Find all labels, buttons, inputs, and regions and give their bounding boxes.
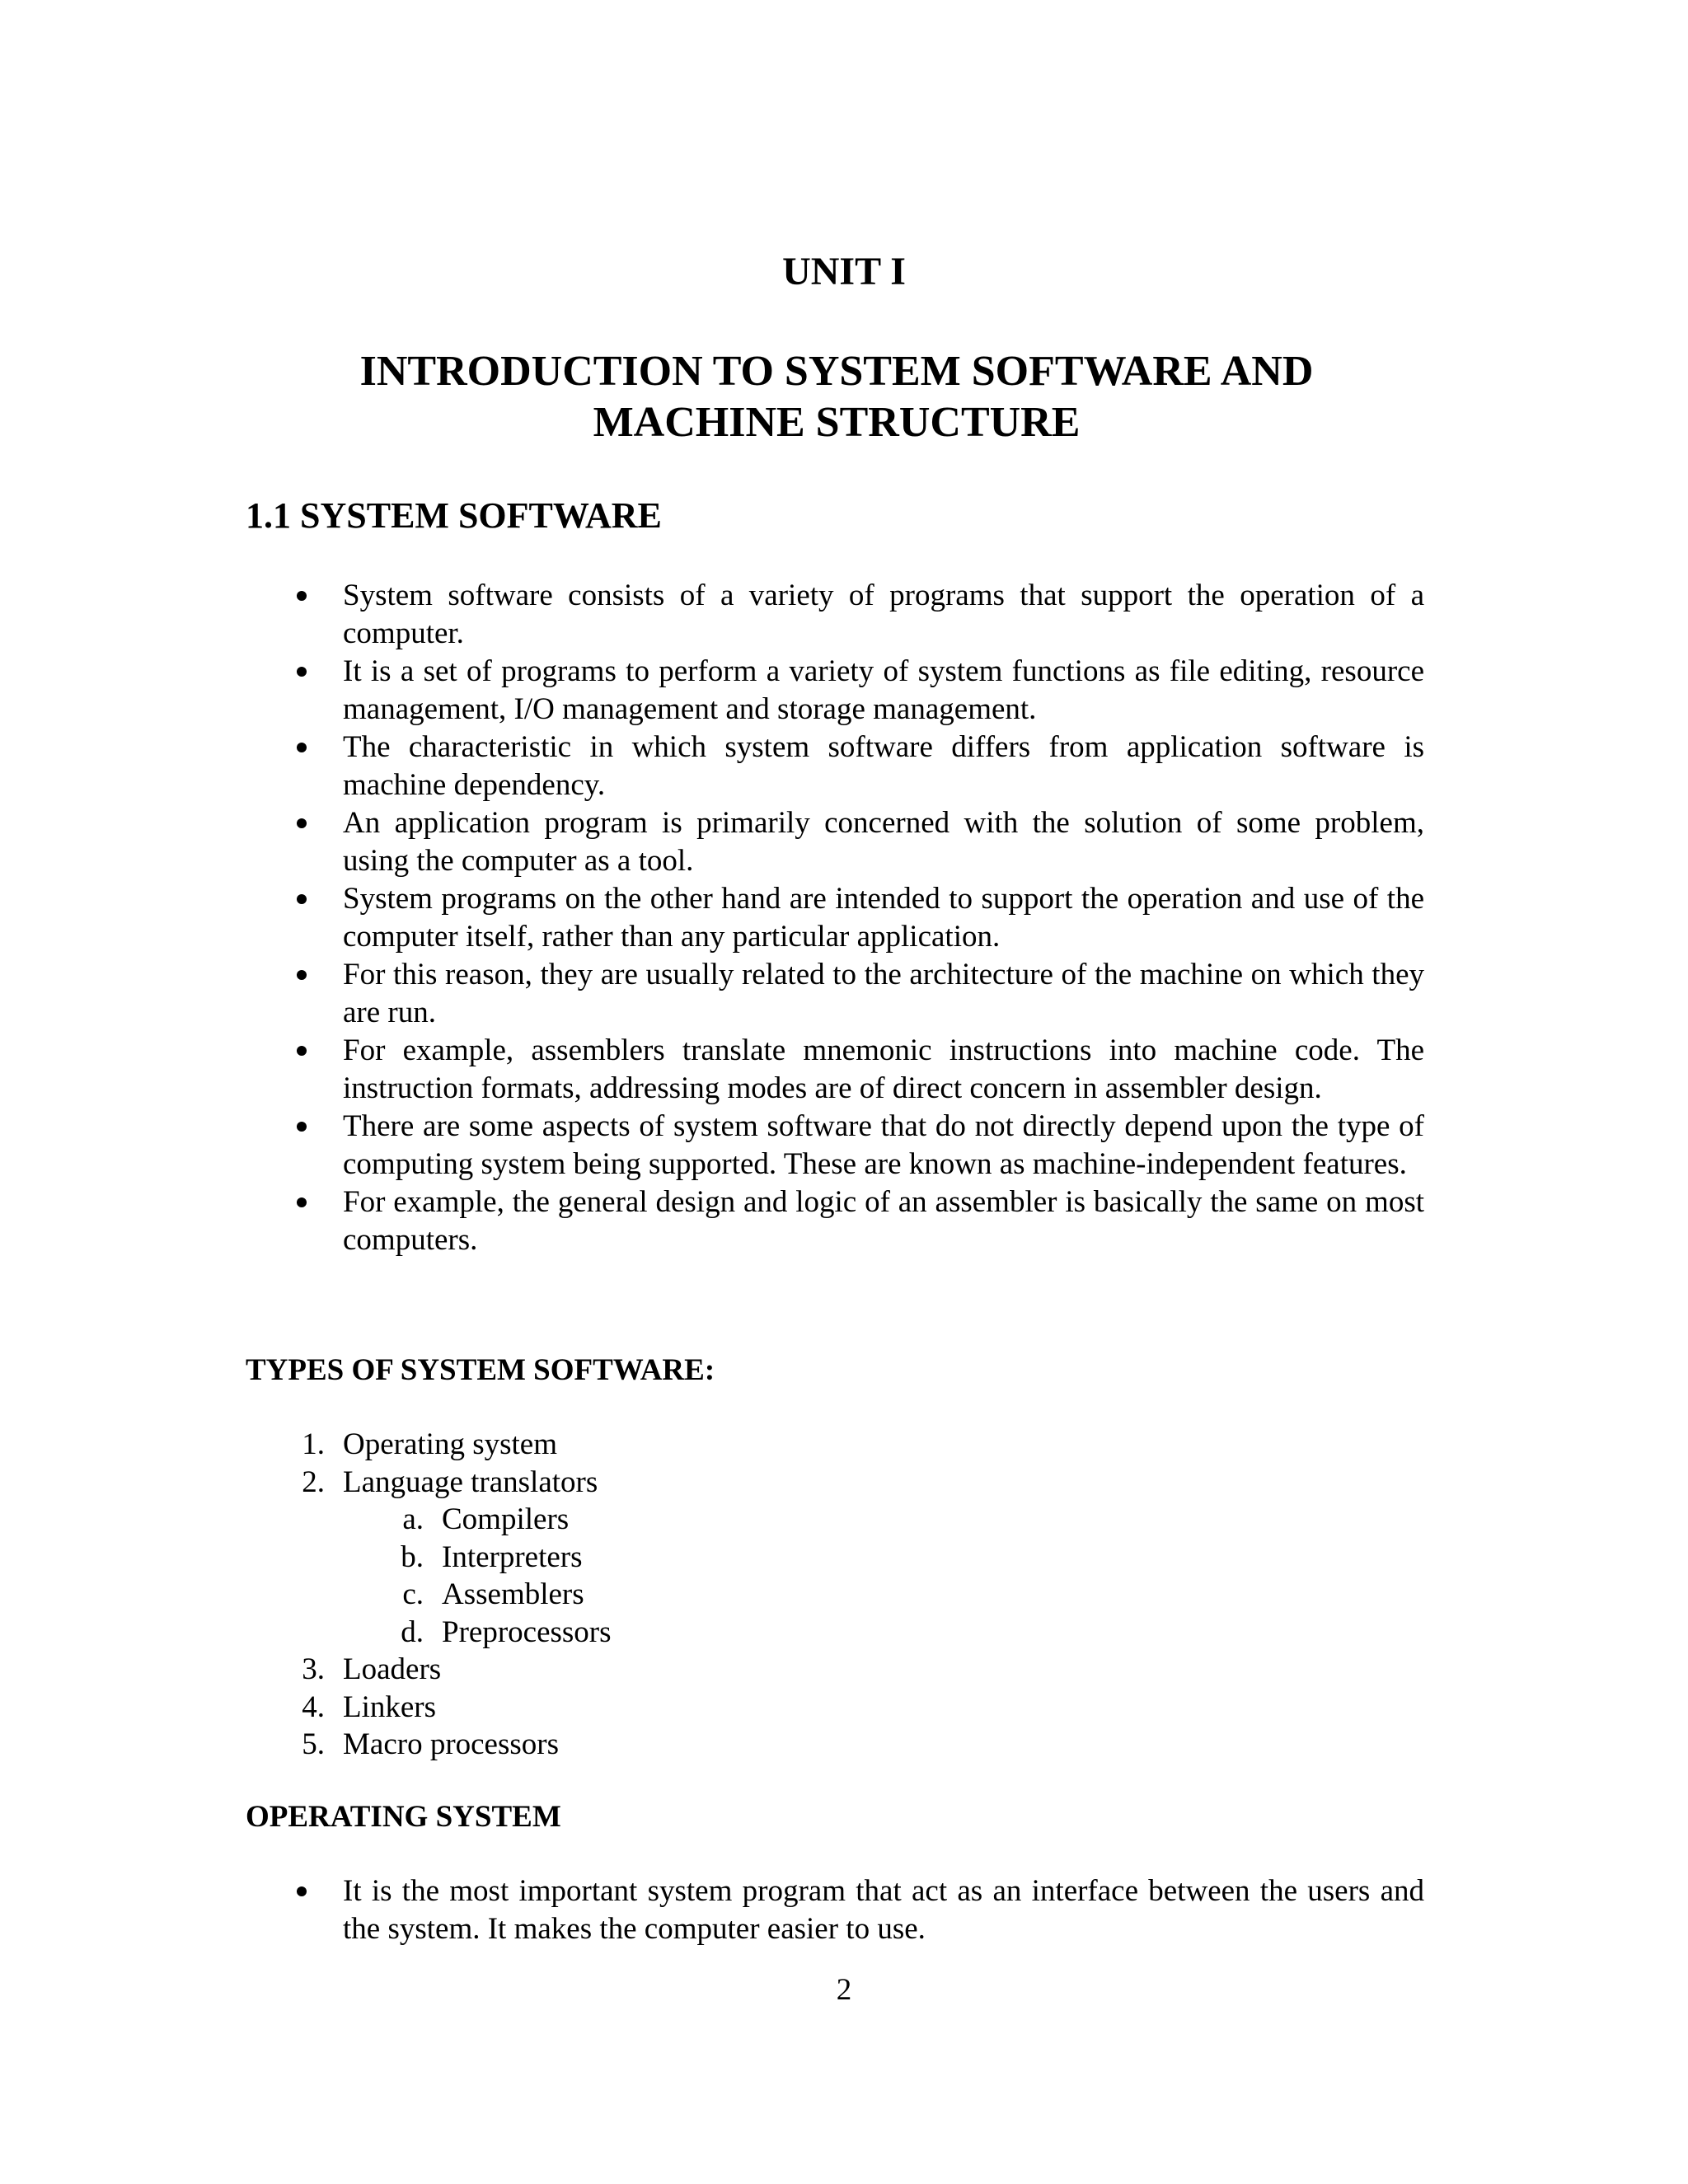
list-text: Loaders: [343, 1652, 442, 1686]
list-text: Preprocessors: [442, 1615, 612, 1649]
list-text: Language translators: [343, 1465, 598, 1499]
list-number: 1.: [302, 1427, 325, 1461]
list-text: Operating system: [343, 1427, 557, 1461]
bullet-icon: [297, 743, 307, 752]
bullet-icon: [297, 970, 307, 980]
bullet-item: [246, 653, 1424, 729]
list-letter: d.: [401, 1615, 424, 1649]
bullet-icon: [297, 667, 307, 677]
list-number: 2.: [302, 1465, 325, 1499]
bullet-icon: [297, 1197, 307, 1207]
bullet-text: System software consists of a variety of programs that support the operation of a computer.: [343, 579, 1424, 650]
operating-system-heading: OPERATING SYSTEM: [246, 1800, 561, 1834]
system-software-bullet-list: [246, 577, 1424, 1259]
bullet-item: [246, 1183, 1424, 1259]
operating-system-bullet-list: [246, 1872, 1424, 1948]
chapter-title-line-1: INTRODUCTION TO SYSTEM SOFTWARE AND: [359, 348, 1314, 395]
list-number: 5.: [302, 1727, 325, 1761]
bullet-item: [246, 880, 1424, 956]
bullet-item: [246, 804, 1424, 880]
list-letter: a.: [402, 1502, 424, 1536]
bullet-text: System programs on the other hand are intended to support the operation and use of the computer itself, rather than any particular application.: [343, 882, 1424, 954]
list-letter: c.: [402, 1577, 424, 1611]
list-text: Macro processors: [343, 1727, 559, 1761]
bullet-icon: [297, 591, 307, 601]
bullet-text: The characteristic in which system software differs from application software is machine dependency.: [343, 730, 1424, 802]
bullet-item: [246, 1872, 1424, 1948]
chapter-title: [247, 346, 1426, 448]
bullet-item: [246, 1032, 1424, 1108]
list-number: 4.: [302, 1690, 325, 1724]
bullet-icon: [297, 1886, 307, 1896]
bullet-item: [246, 729, 1424, 804]
list-text: Linkers: [343, 1690, 437, 1724]
bullet-icon: [297, 818, 307, 828]
bullet-item: [246, 577, 1424, 653]
list-letter: b.: [401, 1540, 424, 1574]
page-number: 2: [836, 1973, 852, 2007]
bullet-text: For this reason, they are usually related to the architecture of the machine on which they are run.: [343, 958, 1424, 1029]
list-text: Compilers: [442, 1502, 570, 1536]
list-number: 3.: [302, 1652, 325, 1686]
bullet-item: [246, 1108, 1424, 1183]
bullet-icon: [297, 1046, 307, 1056]
bullet-text: It is a set of programs to perform a variety of system functions as file editing, resource management, I/O management and storage management.: [343, 654, 1424, 726]
list-text: Assemblers: [442, 1577, 584, 1611]
chapter-title-line-2: MACHINE STRUCTURE: [593, 399, 1081, 446]
bullet-text: It is the most important system program that act as an interface between the users and the system. It makes the computer easier to use.: [343, 1874, 1424, 1946]
types-heading: TYPES OF SYSTEM SOFTWARE:: [246, 1353, 715, 1387]
list-text: Interpreters: [442, 1540, 583, 1574]
bullet-icon: [297, 894, 307, 904]
section-title: 1.1 SYSTEM SOFTWARE: [246, 495, 662, 536]
bullet-item: [246, 956, 1424, 1032]
bullet-icon: [297, 1122, 307, 1132]
bullet-text: There are some aspects of system software that do not directly depend upon the type of computing system being supported. These are known as machine-independent features.: [343, 1109, 1424, 1181]
bullet-text: For example, the general design and logic of an assembler is basically the same on most computers.: [343, 1185, 1424, 1257]
unit-title: UNIT I: [782, 250, 906, 293]
bullet-text: For example, assemblers translate mnemonic instructions into machine code. The instruction formats, addressing modes are of direct concern in assembler design.: [343, 1033, 1424, 1105]
bullet-text: An application program is primarily concerned with the solution of some problem, using the computer as a tool.: [343, 806, 1424, 878]
